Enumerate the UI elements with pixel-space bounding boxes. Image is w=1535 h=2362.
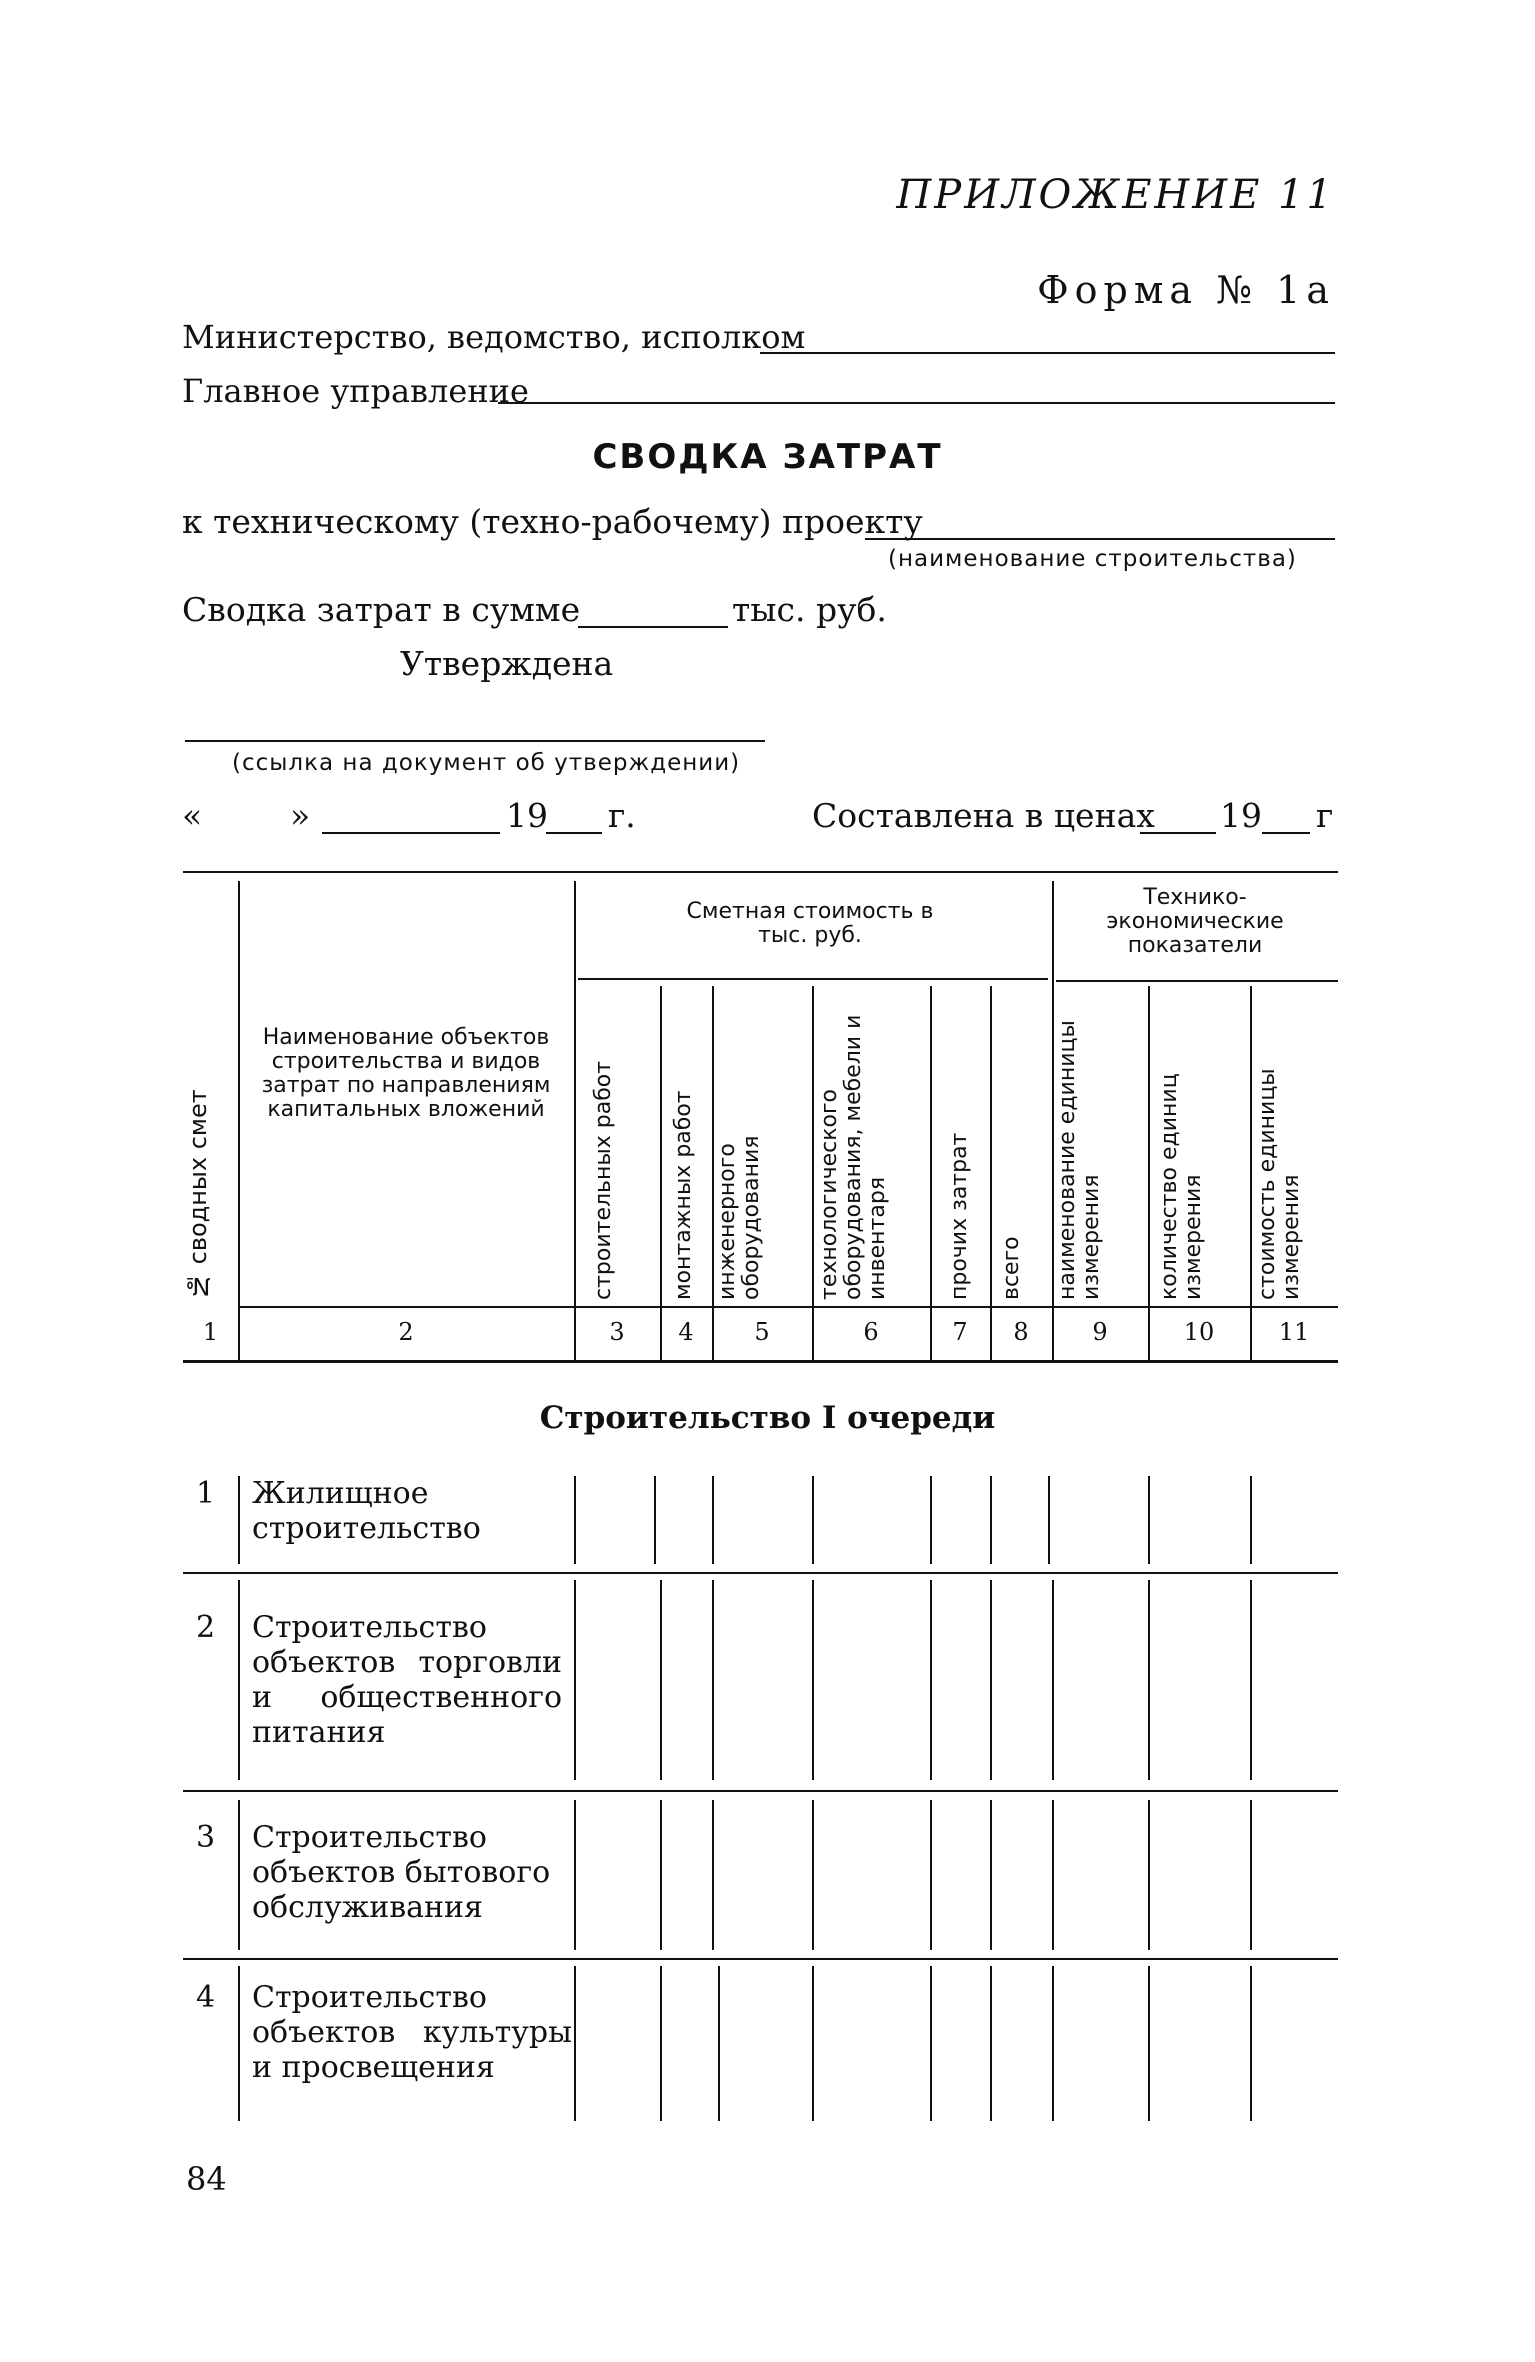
subheader-unit-cost: стоимость единицы измерения [1255, 1068, 1304, 1300]
row-divider [930, 1800, 932, 1950]
row-divider [1250, 1580, 1252, 1780]
tech-group-rule [1056, 980, 1338, 982]
row-divider [1052, 1580, 1054, 1780]
row-divider [1250, 1966, 1252, 2121]
subheader-unit-name: наименование единицы измерения [1055, 1020, 1104, 1300]
header-divider [1052, 881, 1054, 1311]
row-divider [574, 1476, 576, 1564]
colnum-bottom-rule [183, 1360, 1338, 1363]
header-divider [990, 986, 992, 1311]
row-divider [1048, 1476, 1050, 1564]
row-rule [183, 1790, 1338, 1792]
column-number: 6 [863, 1318, 879, 1346]
header-divider [1148, 986, 1150, 1311]
subheader-other: прочих затрат [947, 1132, 972, 1300]
header-divider [238, 881, 240, 1311]
cost-group-rule [578, 978, 1048, 980]
row-divider [1148, 1580, 1150, 1780]
row-rule [183, 1958, 1338, 1960]
sum-prefix: Сводка затрат в сумме [182, 590, 581, 629]
row-rule [183, 1572, 1338, 1574]
prices-prefix: Составлена в ценах [812, 796, 1155, 835]
row-divider [238, 1966, 240, 2121]
date-year-prefix: 19 [506, 796, 548, 835]
approval-fill-line [185, 740, 765, 742]
row-divider [990, 1966, 992, 2121]
row-label: Строительство объектов торговли и общественного питания [252, 1610, 562, 1750]
appendix-label: ПРИЛОЖЕНИЕ 11 [896, 172, 1335, 218]
row-divider [1052, 1966, 1054, 2121]
row-divider [574, 1580, 576, 1780]
row-divider [1250, 1476, 1252, 1564]
row-number: 3 [196, 1820, 216, 1855]
row-divider [1148, 1966, 1150, 2121]
form-number: Форма № 1а [1037, 268, 1335, 312]
row-label: Строительство объектов бытового обслуживания [252, 1820, 551, 1925]
sum-suffix: тыс. руб. [732, 590, 887, 629]
row-number: 4 [196, 1980, 216, 2015]
column-number: 3 [609, 1318, 625, 1346]
row-divider [238, 1476, 240, 1564]
row-divider [990, 1580, 992, 1780]
row-divider [718, 1966, 720, 2121]
prices-suffix: г [1316, 796, 1334, 835]
main-dept-fill-line [498, 402, 1335, 404]
date-open-quote: « [182, 796, 203, 835]
row-label: Жилищное строительство [252, 1476, 481, 1546]
row-divider [812, 1580, 814, 1780]
row-divider [1148, 1476, 1150, 1564]
row-divider [1148, 1800, 1150, 1950]
row-divider [930, 1580, 932, 1780]
row-divider [712, 1580, 714, 1780]
date-month-line [322, 832, 500, 834]
approval-caption: (ссылка на документ об утверждении) [232, 750, 741, 776]
row-divider [990, 1476, 992, 1564]
row-divider [812, 1800, 814, 1950]
header-divider [812, 986, 814, 1311]
column-number: 4 [678, 1318, 694, 1346]
column-number: 10 [1183, 1318, 1215, 1346]
row-divider [574, 1966, 576, 2121]
cost-group-header: Сметная стоимость в тыс. руб. [686, 899, 934, 948]
section-title: Строительство I очереди [539, 1400, 996, 1436]
row-divider [660, 1966, 662, 2121]
row-divider [1052, 1800, 1054, 1950]
main-dept-label: Главное управление [182, 372, 529, 410]
subheader-installation: монтажных работ [671, 1090, 696, 1300]
row-divider [654, 1476, 656, 1564]
subheader-unit-count: количество единиц измерения [1157, 1073, 1206, 1300]
column-number: 11 [1278, 1318, 1310, 1346]
column-number: 9 [1092, 1318, 1108, 1346]
column-number: 1 [202, 1318, 219, 1346]
column-number: 5 [754, 1318, 770, 1346]
subheader-construction: строительных работ [591, 1060, 616, 1300]
row-divider [712, 1800, 714, 1950]
header-divider [1250, 986, 1252, 1311]
table-top-rule [183, 871, 1338, 873]
column-number: 8 [1013, 1318, 1029, 1346]
row-divider [238, 1580, 240, 1780]
document-title: СВОДКА ЗАТРАТ [592, 437, 943, 477]
column-number: 7 [952, 1318, 968, 1346]
row-divider [712, 1476, 714, 1564]
header-bottom-rule [238, 1306, 1338, 1308]
page-number: 84 [186, 2160, 227, 2198]
row-divider [660, 1580, 662, 1780]
column-number: 2 [398, 1318, 414, 1346]
row-divider [238, 1800, 240, 1950]
header-divider [712, 986, 714, 1311]
ministry-label: Министерство, ведомство, исполком [182, 318, 806, 356]
header-divider [660, 986, 662, 1311]
date-year-suffix: г. [608, 796, 636, 835]
project-caption: (наименование строительства) [888, 546, 1297, 572]
approved-label: Утверждена [400, 644, 614, 683]
date-year-line [546, 832, 602, 834]
subheader-technology: технологического оборудования, мебели и инвентаря [817, 1014, 890, 1300]
row-divider [1250, 1800, 1252, 1950]
prices-year: 19 [1220, 796, 1262, 835]
date-close-quote: » [290, 796, 311, 835]
project-line: к техническому (техно-рабочему) проекту [182, 502, 923, 541]
row-divider [812, 1966, 814, 2121]
subheader-total: всего [999, 1236, 1024, 1300]
subheader-engineering: инженерного оборудования [715, 1135, 764, 1300]
tech-group-header: Технико-экономические показатели [1106, 885, 1284, 958]
row-number: 1 [196, 1476, 216, 1511]
col2-header: Наименование объектов строительства и видов затрат по направлениям капитальных вложений [261, 1025, 551, 1122]
project-fill-line [865, 538, 1335, 540]
row-number: 2 [196, 1610, 216, 1645]
ministry-fill-line [760, 352, 1335, 354]
prices-line-2 [1262, 832, 1310, 834]
row-divider [930, 1966, 932, 2121]
sum-fill-line [578, 626, 728, 628]
row-divider [812, 1476, 814, 1564]
prices-line-1 [1140, 832, 1216, 834]
col1-header: № сводных смет [184, 1089, 212, 1300]
row-divider [990, 1800, 992, 1950]
row-label: Строительство объектов культуры и просвещения [252, 1980, 572, 2085]
row-divider [660, 1800, 662, 1950]
row-divider [930, 1476, 932, 1564]
header-divider [930, 986, 932, 1311]
row-divider [574, 1800, 576, 1950]
header-divider [574, 881, 576, 1311]
